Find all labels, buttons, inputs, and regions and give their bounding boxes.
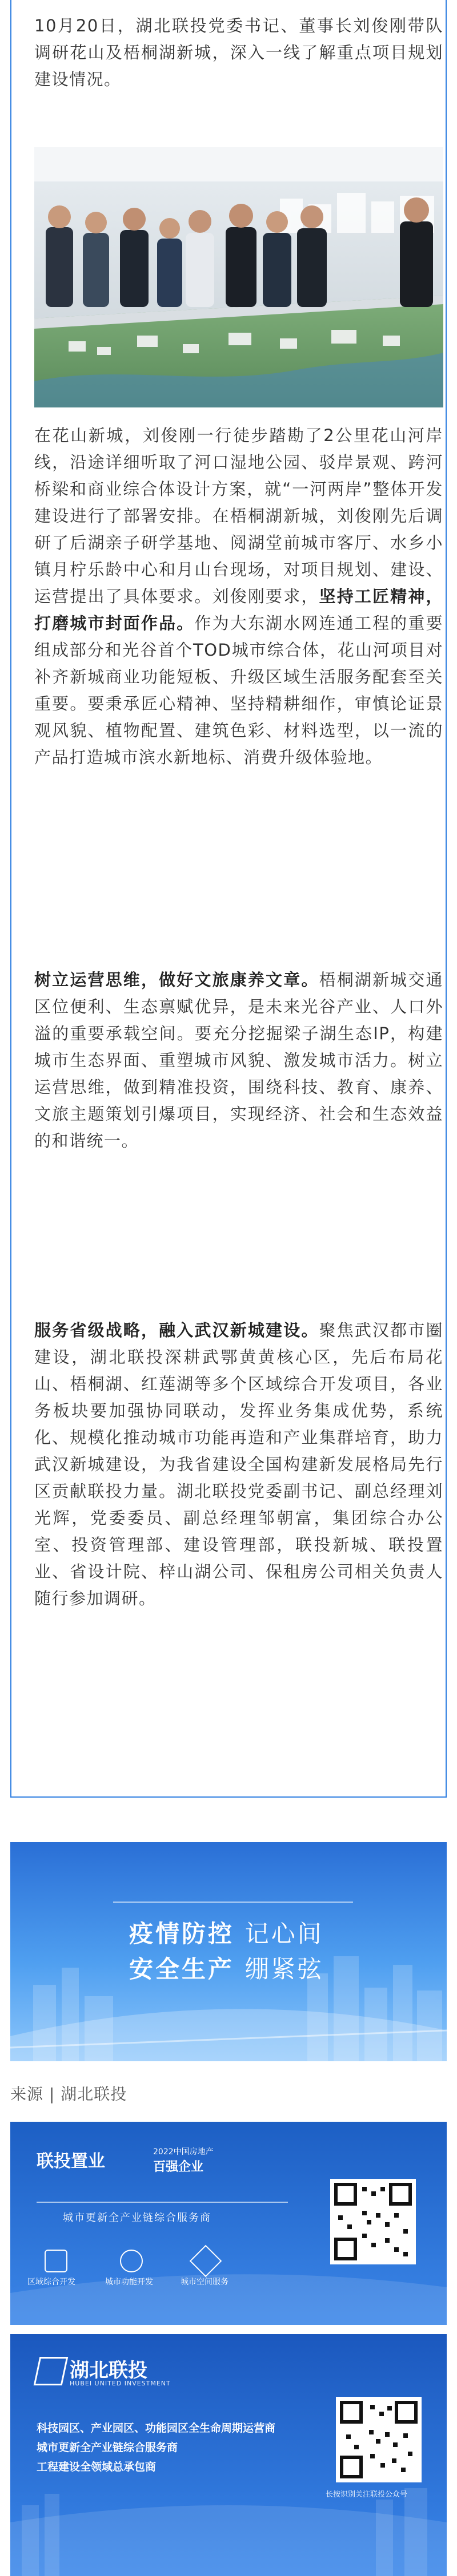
- para3-rest: 梧桐湖新城交通区位便利、生态禀赋优异，是未来光谷产业、人口外溢的重要承载空间。要充分挖掘梁子湖生态IP，构建城市生态界面、重塑城市风貌、激发城市活力。树立运营思维，做到精准投资，围绕科技、教育、康养、文旅主题策划引爆项目，实现经济、社会和生态效益的和谐统一。: [34, 970, 443, 1150]
- liantou-zhiye-banner: [10, 2122, 447, 2325]
- tagline-top: 2022中国房地产: [153, 2147, 214, 2157]
- source-label: 来源 | 湖北联投: [10, 2085, 127, 2103]
- city-icon: [120, 2250, 143, 2272]
- paragraph-strategy: [34, 1317, 443, 1612]
- banner2-subtitle: 城市更新全产业链综合服务商: [63, 2212, 211, 2224]
- para3-emphasis: 树立运营思维，做好文旅康养文章。: [34, 970, 319, 990]
- para4-emphasis: 服务省级战略，融入武汉新城建设。: [34, 1321, 319, 1340]
- safety-banner: [10, 1842, 447, 2061]
- liantou-logo-icon: [34, 2357, 69, 2385]
- slogan2-light: 绷紧弦: [244, 1955, 324, 1983]
- paragraph-huashan: [34, 422, 443, 771]
- paragraph-wutonghu: [34, 967, 443, 1154]
- qr-caption: 长按识别关注联投公众号: [326, 2490, 408, 2499]
- building-icon: [45, 2250, 67, 2272]
- qr-code-2[interactable]: [336, 2397, 422, 2482]
- qr-pattern: [330, 2179, 416, 2264]
- liantou-logo: 湖北联投: [70, 2359, 147, 2382]
- para2-text: 在花山新城，刘俊刚一行徒步踏勘了2公里花山河岸线，沿途详细听取了河口湿地公园、驳岸景观、跨河桥梁和商业综合体设计方案，就“一河两岸”整体开发建设进行了部署安排。在梧桐湖新城，刘俊刚先后调研了后湖亲子研学基地、阅湖堂前城市客厅、水乡小镇月柠乐龄中心和月山台现场，对项目规划、建设、运营提出了具体要求。刘俊刚要求，: [34, 426, 443, 606]
- qr-code[interactable]: [330, 2179, 416, 2264]
- article-frame: [10, 0, 447, 1798]
- banner3-line-1: 科技园区、产业园区、功能园区全生命周期运营商: [37, 2422, 276, 2434]
- service-item-2: 城市功能开发: [105, 2278, 153, 2287]
- banner3-line-3: 工程建设全领域总承包商: [37, 2461, 157, 2473]
- slogan1-light: 记心间: [244, 1920, 324, 1948]
- tagline-bottom: 百强企业: [153, 2160, 204, 2174]
- hubei-liantou-banner: [10, 2334, 447, 2576]
- banner1-slogan: [129, 1916, 447, 1987]
- liantou-logo-en: HUBEI UNITED INVESTMENT: [70, 2380, 171, 2387]
- para4-rest: 聚焦武汉都市圈建设，湖北联投深耕武鄂黄黄核心区，先后布局花山、梧桐湖、红莲湖等多个区域综合开发项目，各业务板块要加强协同联动，发挥业务集成优势，系统化、规模化推动城市功能再造和产业集群培育，助力武汉新城建设，为我省建设全国构建新发展格局先行区贡献联投力量。湖北联投党委副书记、副总经理刘光辉，党委委员、副总经理邹朝富，集团综合办公室、投资管理部、建设管理部，联投新城、联投置业、省设计院、梓山湖公司、保租房公司相关负责人随行参加调研。: [34, 1321, 443, 1608]
- para2-rest: 作为大东湖水网连通工程的重要组成部分和光谷首个TOD城市综合体，花山河项目对补齐新城商业功能短板、升级区域生活服务配套至关重要。要秉承匠心精神、坚持精耕细作，审慎论证景观风貌、植物配置、建筑色彩、材料选型，以一流的产品打造城市滨水新地标、消费升级体验地。: [34, 613, 443, 767]
- banner3-line-2: 城市更新全产业链综合服务商: [37, 2441, 178, 2454]
- qr-pattern-2: [336, 2397, 422, 2482]
- slogan1-bold: 疫情防控: [129, 1920, 235, 1948]
- para2-emphasis: 坚持工匠精神，打磨城市封面作品。: [34, 587, 443, 633]
- intro-paragraph: 10月20日，湖北联投党委书记、董事长刘俊刚带队调研花山及梧桐湖新城，深入一线了解重点项目规划建设情况。: [34, 16, 443, 89]
- slogan2-bold: 安全生产: [129, 1955, 235, 1983]
- site-visit-photo: [34, 147, 443, 407]
- service-item-1: 区域综合开发: [27, 2278, 75, 2287]
- zhiye-logo: 联投置业: [37, 2151, 105, 2171]
- service-item-3: 城市空间服务: [181, 2278, 228, 2287]
